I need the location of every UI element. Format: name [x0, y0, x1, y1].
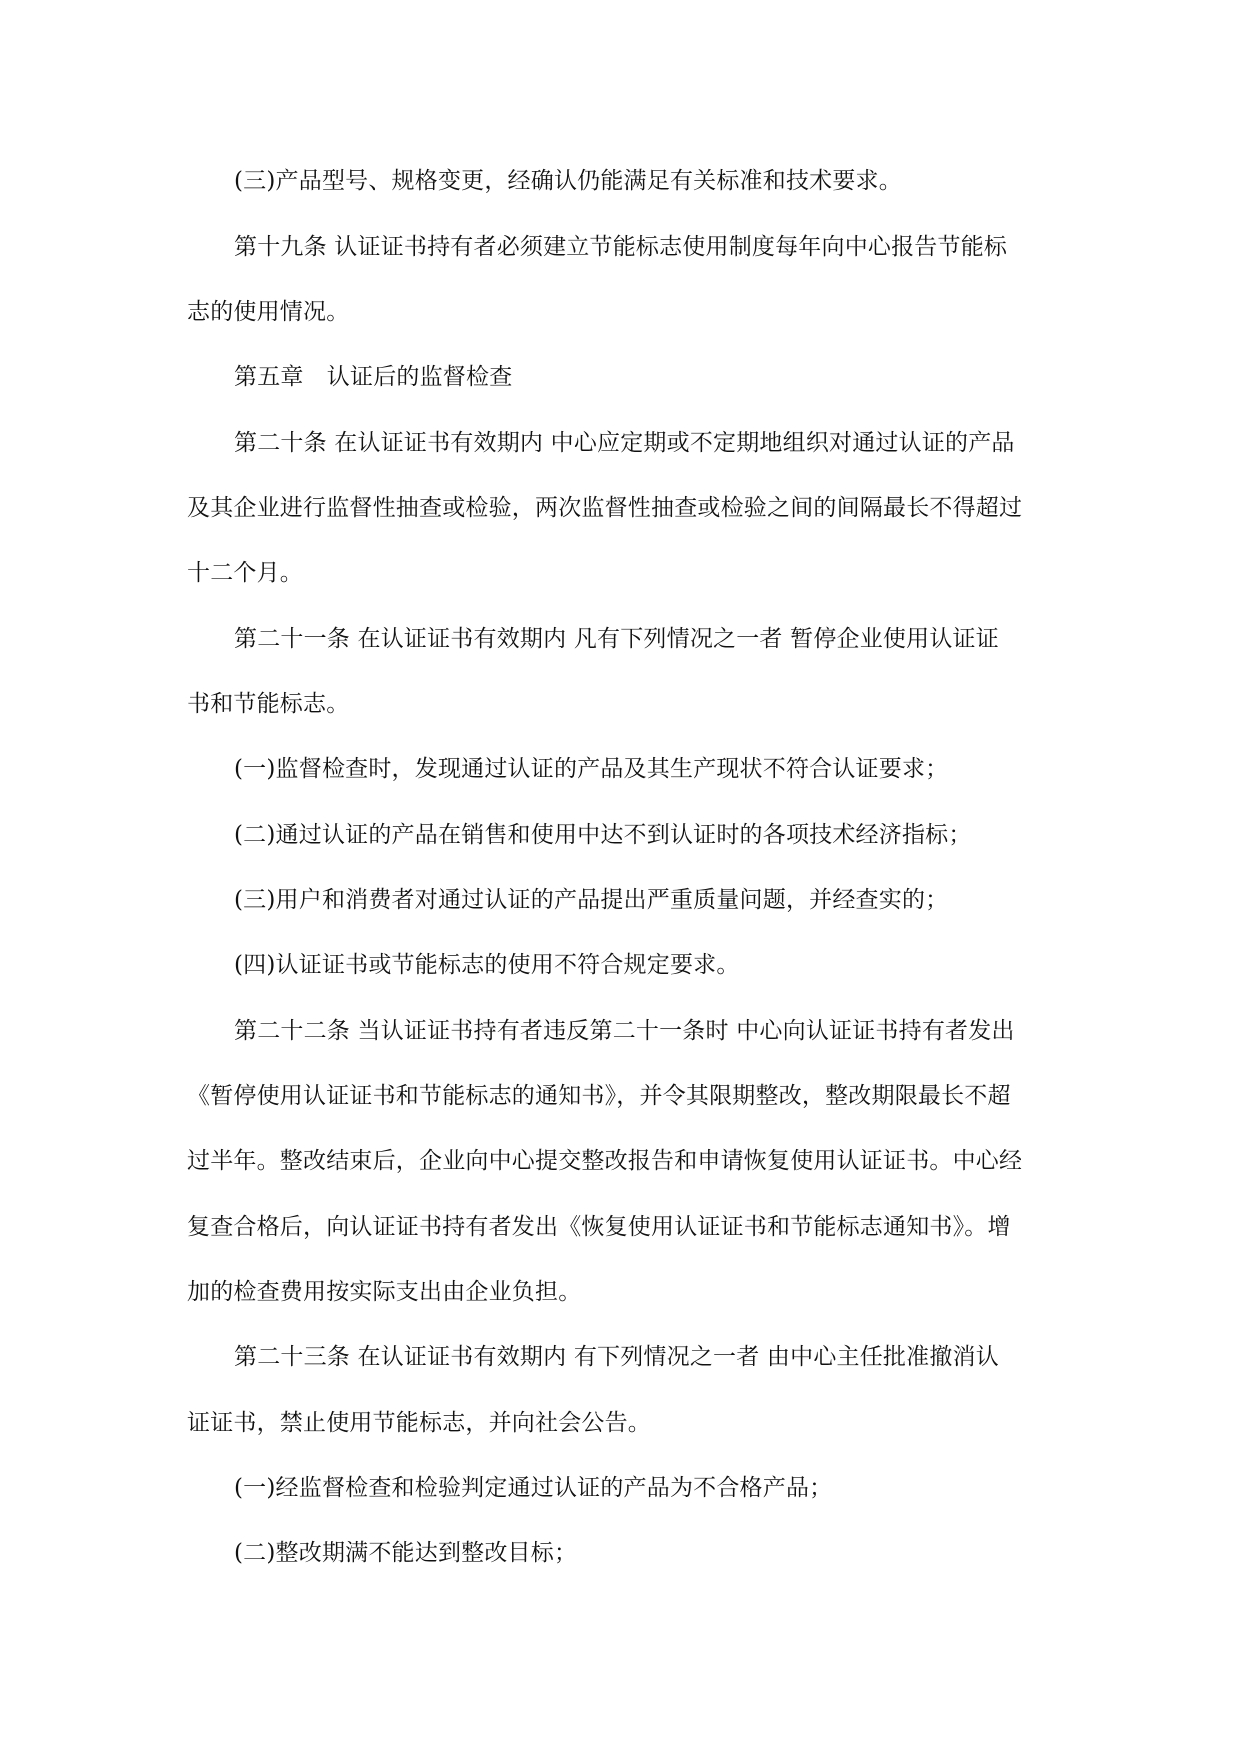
- text-line: 第二十一条 在认证证书有效期内 凡有下列情况之一者 暂停企业使用认证证: [234, 626, 999, 652]
- text-line: (二)整改期满不能达到整改目标；: [234, 1540, 578, 1566]
- text-line: (四)认证证书或节能标志的使用不符合规定要求。: [234, 952, 740, 978]
- text-line: 志的使用情况。: [187, 299, 350, 325]
- text-line: 复查合格后，向认证证书持有者发出《恢复使用认证证书和节能标志通知书》。增: [187, 1214, 1011, 1240]
- text-line: (一)监督检查时，发现通过认证的产品及其生产现状不符合认证要求；: [234, 756, 949, 782]
- text-line: (三)产品型号、规格变更，经确认仍能满足有关标准和技术要求。: [234, 168, 902, 194]
- text-line: 第二十三条 在认证证书有效期内 有下列情况之一者 由中心主任批准撤消认: [234, 1344, 999, 1370]
- text-line: (一)经监督检查和检验判定通过认证的产品为不合格产品；: [234, 1475, 833, 1501]
- text-line: 书和节能标志。: [187, 691, 350, 717]
- chapter-heading: 第五章 认证后的监督检查: [234, 364, 513, 390]
- text-line: 十二个月。: [187, 560, 303, 586]
- text-line: 过半年。整改结束后，企业向中心提交整改报告和申请恢复使用认证证书。中心经: [187, 1148, 1023, 1174]
- text-line: 《暂停使用认证证书和节能标志的通知书》，并令其限期整改，整改期限最长不超: [187, 1083, 1011, 1109]
- text-line: 加的检查费用按实际支出由企业负担。: [187, 1279, 582, 1305]
- text-line: 证证书，禁止使用节能标志，并向社会公告。: [187, 1410, 651, 1436]
- text-line: 第十九条 认证证书持有者必须建立节能标志使用制度每年向中心报告节能标: [234, 234, 1008, 260]
- text-line: 及其企业进行监督性抽查或检验，两次监督性抽查或检验之间的间隔最长不得超过: [187, 495, 1023, 521]
- text-line: 第二十二条 当认证证书持有者违反第二十一条时 中心向认证证书持有者发出: [234, 1018, 1015, 1044]
- text-line: 第二十条 在认证证书有效期内 中心应定期或不定期地组织对通过认证的产品: [234, 430, 1015, 456]
- text-line: (二)通过认证的产品在销售和使用中达不到认证时的各项技术经济指标；: [234, 822, 972, 848]
- text-line: (三)用户和消费者对通过认证的产品提出严重质量问题，并经查实的；: [234, 887, 949, 913]
